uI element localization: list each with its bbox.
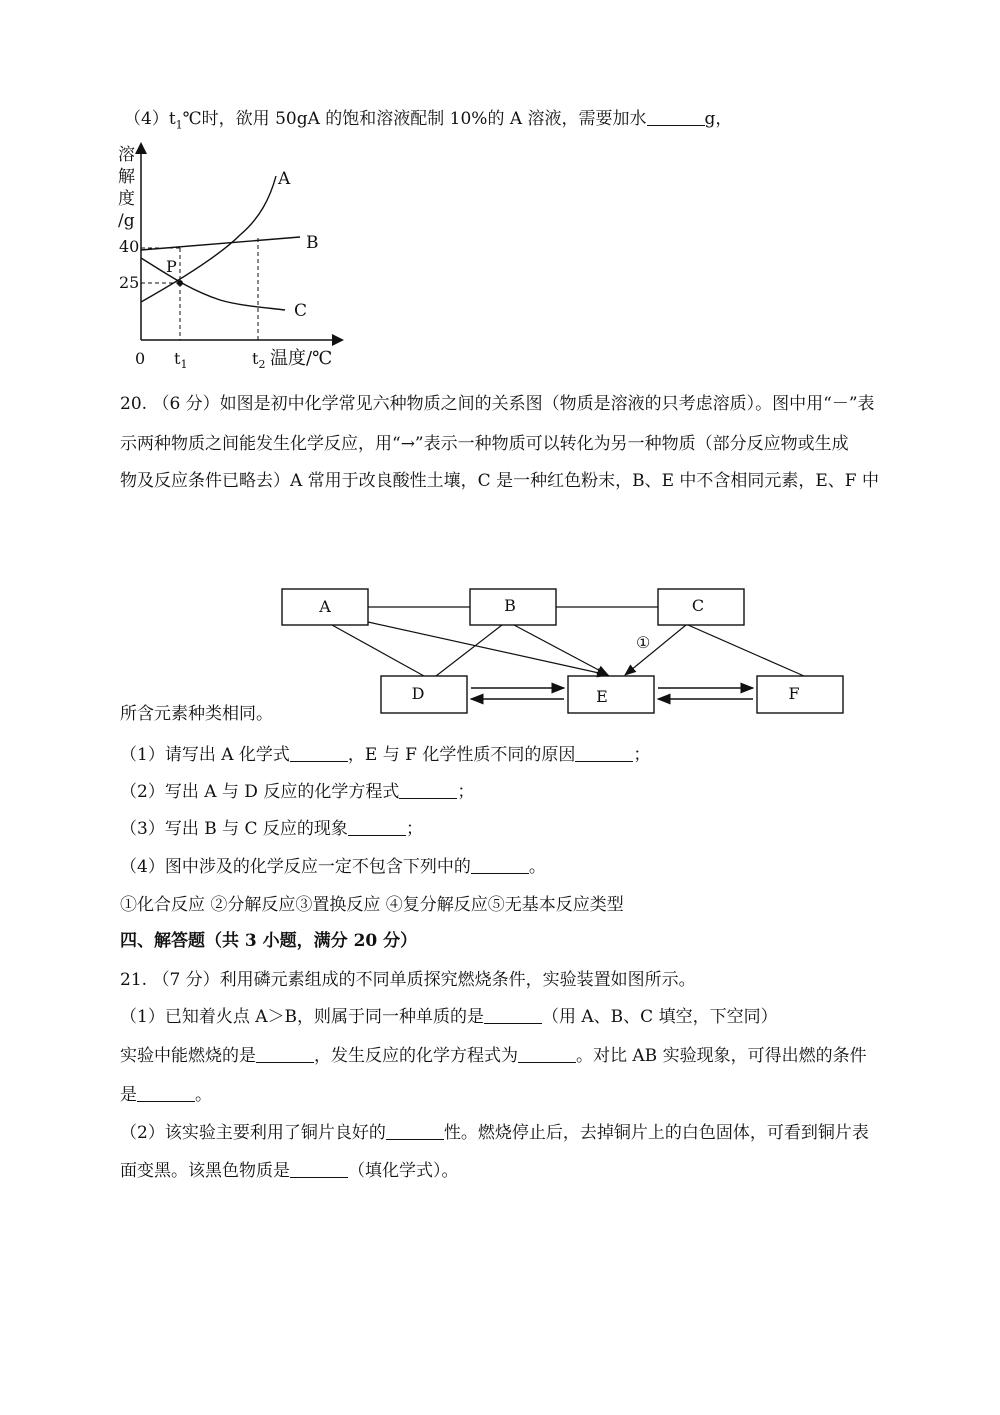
chart-xtick-t1 <box>174 349 187 371</box>
answer-blank <box>290 745 348 762</box>
answer-blank <box>386 1123 444 1140</box>
q20-part2 <box>120 781 474 803</box>
q19-part4-text: ℃时，欲用 50gA 的饱和溶液配制 10%的 A 溶液，需要加水 <box>182 109 647 129</box>
node-e-label: E <box>596 687 608 706</box>
answer-blank <box>484 1007 542 1024</box>
q20-p1-c: ； <box>633 745 651 765</box>
chart-xtick-t2 <box>252 349 265 371</box>
chart-ylabel-0: 溶 <box>118 145 135 165</box>
curve-a <box>141 176 276 302</box>
point-p-label: P <box>166 257 177 276</box>
curve-c-label: C <box>294 301 308 321</box>
edge-b-d <box>436 625 502 676</box>
q21-part2-line2 <box>120 1160 459 1182</box>
q20-p1-b: ，E 与 F 化学性质不同的原因 <box>347 745 576 765</box>
q19-part4 <box>124 108 732 136</box>
q20-line3: 物及反应条件已略去）A 常用于改良酸性土壤，C 是一种红色粉末，B、E 中不含相同元素，E、F 中 <box>120 471 880 491</box>
arrow-c-e <box>625 625 686 675</box>
chart-origin: 0 <box>135 349 146 368</box>
answer-blank <box>471 857 529 874</box>
q20-p3-b: ； <box>405 819 423 839</box>
q21-part1-line3 <box>120 1084 212 1106</box>
q20-line2: 示两种物质之间能发生化学反应，用“→”表示一种物质可以转化为另一种物质（部分反应物或生成 <box>120 434 849 454</box>
q20-part4 <box>120 856 546 878</box>
q21-p1-g: 。 <box>195 1085 212 1105</box>
chart-ytick-40: 40 <box>119 237 140 256</box>
q21-p1-b: （用 A、B、C 填空，下空同） <box>542 1007 778 1027</box>
q20-p3-a: （3）写出 B 与 C 反应的现象 <box>120 819 348 839</box>
q20-p4-b: 。 <box>528 857 546 877</box>
q21-p1-a: （1）已知着火点 A＞B，则属于同一种单质的是 <box>120 1007 484 1027</box>
node-d-label: D <box>411 684 425 703</box>
answer-blank <box>137 1085 195 1102</box>
node-a-label: A <box>319 597 331 616</box>
q20-options: ①化合反应 ②分解反应③置换反应 ④复分解反应⑤无基本反应类型 <box>120 895 624 915</box>
solubility-chart <box>110 140 470 380</box>
curve-b <box>141 237 300 250</box>
q21-p2-b: 性。燃烧停止后，去掉铜片上的白色固体，可看到铜片表 <box>443 1123 869 1143</box>
q20-line4: 所含元素种类相同。 <box>120 704 273 724</box>
q19-part4-prefix: （4）t <box>124 109 176 129</box>
chart-xtick-t1-sub: 1 <box>180 358 188 371</box>
q21-part1-line2 <box>120 1045 867 1067</box>
q21-p2-c: 面变黑。该黑色物质是 <box>120 1161 290 1181</box>
node-f-box <box>757 676 843 713</box>
chart-xtick-t1-main: t <box>174 349 181 368</box>
q20-line1: 20. （6 分）如图是初中化学常见六种物质之间的关系图（物质是溶液的只考虑溶质）。图中用“－”表 <box>120 394 875 414</box>
node-c-label: C <box>691 596 705 615</box>
answer-blank <box>399 782 457 799</box>
q21-p1-c: 实验中能燃烧的是 <box>120 1046 256 1066</box>
point-p <box>177 280 183 286</box>
arrow-b-e <box>514 625 608 675</box>
answer-blank <box>348 819 406 836</box>
edge-a-d <box>332 625 424 676</box>
q21-p1-f: 是 <box>120 1085 137 1105</box>
q20-p2-b: ； <box>457 782 475 802</box>
q21-line1: 21. （7 分）利用磷元素组成的不同单质探究燃烧条件，实验装置如图所示。 <box>120 970 696 990</box>
q21-p2-a: （2）该实验主要利用了铜片良好的 <box>120 1123 386 1143</box>
answer-blank <box>256 1046 314 1063</box>
curve-a-label: A <box>278 169 291 189</box>
q21-part1-line1 <box>120 1006 778 1028</box>
chart-xtick-t2-sub: 2 <box>258 358 266 371</box>
q20-part3 <box>120 818 423 840</box>
chart-ylabel-3: /g <box>118 211 135 231</box>
section4-heading: 四、解答题（共 3 小题，满分 20 分） <box>120 931 418 951</box>
chart-ytick-25: 25 <box>119 273 140 292</box>
answer-blank <box>647 109 705 126</box>
arrow-c-e-marker: ① <box>636 633 651 652</box>
q21-part2-line1 <box>120 1122 869 1144</box>
q19-part4-sub: 1 <box>175 118 183 132</box>
q21-p1-d: ，发生反应的化学方程式为 <box>314 1046 518 1066</box>
q21-p1-e: 。对比 AB 实验现象，可得出燃的条件 <box>576 1046 867 1066</box>
chart-xlabel: 温度/℃ <box>270 348 333 369</box>
edge-c-f <box>688 625 804 676</box>
chart-ylabel-1: 解 <box>118 167 135 187</box>
node-e-box <box>568 676 654 713</box>
answer-blank <box>290 1161 348 1178</box>
q20-part1 <box>120 744 650 766</box>
arrow-a-e <box>368 622 608 675</box>
q20-p1-a: （1）请写出 A 化学式 <box>120 745 290 765</box>
q20-p2-a: （2）写出 A 与 D 反应的化学方程式 <box>120 782 400 802</box>
q21-p2-d: （填化学式）。 <box>348 1161 459 1181</box>
curve-c <box>141 258 285 310</box>
relationship-diagram <box>270 580 870 720</box>
node-b-label: B <box>504 596 516 615</box>
chart-ylabel-2: 度 <box>118 189 135 209</box>
answer-blank <box>575 745 633 762</box>
curve-b-label: B <box>306 233 319 253</box>
q19-part4-unit: g， <box>704 109 733 129</box>
chart-xtick-t2-main: t <box>252 349 259 368</box>
node-f-label: F <box>788 684 800 703</box>
q20-p4-a: （4）图中涉及的化学反应一定不包含下列中的 <box>120 857 471 877</box>
answer-blank <box>518 1046 576 1063</box>
